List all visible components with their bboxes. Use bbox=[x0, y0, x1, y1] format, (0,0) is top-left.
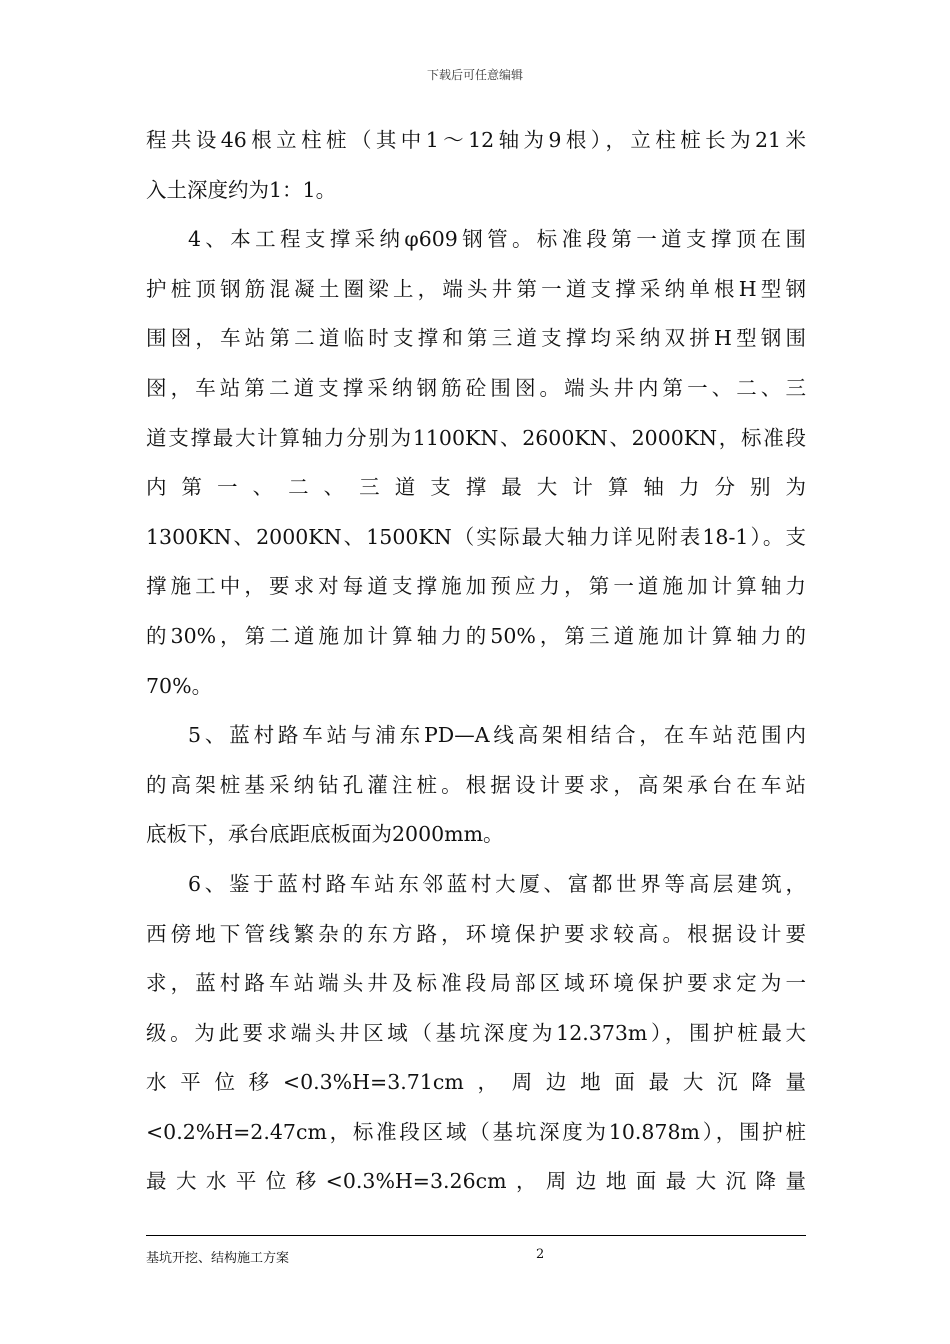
text-line: 水平位移<0.3%H=3.71cm，周边地面最大沉降量 bbox=[146, 1070, 806, 1095]
text-line: 70%。 bbox=[146, 673, 213, 698]
text-line: 程共设46根立柱桩（其中1～12轴为9根），立柱桩长为21米 bbox=[146, 128, 806, 152]
text-line: 围囹，车站第二道临时支撑和第三道支撑均采纳双拼H型钢围 bbox=[146, 326, 806, 351]
text-line: 底板下，承台底距底板面为2000mm。 bbox=[146, 822, 504, 847]
text-line: 囹，车站第二道支撑采纳钢筋砼围囹。端头井内第一、二、三 bbox=[146, 375, 806, 400]
text-line: 护桩顶钢筋混凝土圈梁上，端头井第一道支撑采纳单根H型钢 bbox=[146, 276, 806, 301]
text-line: 入土深度约为1：1。 bbox=[146, 177, 337, 202]
page-number: 2 bbox=[536, 1247, 545, 1262]
text-line: 5、蓝村路车站与浦东PD—A线高架相结合，在车站范围内 bbox=[188, 723, 806, 748]
body-text bbox=[146, 116, 806, 1207]
text-line: 撑施工中，要求对每道支撑施加预应力，第一道施加计算轴力 bbox=[146, 574, 806, 599]
header-note: 下载后可任意编辑 bbox=[426, 68, 523, 82]
text-line: 4、本工程支撑采纳φ609钢管。标准段第一道支撑顶在围 bbox=[188, 227, 806, 252]
footer-divider bbox=[146, 1235, 806, 1236]
text-line: 的30%，第二道施加计算轴力的50%，第三道施加计算轴力的 bbox=[146, 623, 806, 648]
text-line: 西傍地下管线繁杂的东方路，环境保护要求较高。根据设计要 bbox=[146, 921, 806, 946]
footer-title: 基坑开挖、结构施工方案 bbox=[146, 1251, 290, 1266]
text-line: 道支撑最大计算轴力分别为1100KN、2600KN、2000KN，标准段 bbox=[146, 425, 806, 450]
text-line: 内第一、二、三道支撑最大计算轴力分别为 bbox=[146, 475, 806, 500]
text-line: 6、鉴于蓝村路车站东邻蓝村大厦、富都世界等高层建筑， bbox=[188, 871, 806, 896]
text-line: 最大水平位移<0.3%H=3.26cm，周边地面最大沉降量 bbox=[146, 1169, 806, 1194]
text-line: 求，蓝村路车站端头井及标准段局部区域环境保护要求定为一 bbox=[146, 971, 806, 996]
text-line: 级。为此要求端头井区域（基坑深度为12.373m），围护桩最大 bbox=[146, 1020, 806, 1045]
text-line: 1300KN、2000KN、1500KN（实际最大轴力详见附表18-1）。支 bbox=[146, 524, 806, 549]
text-line: <0.2%H=2.47cm，标准段区域（基坑深度为10.878m），围护桩 bbox=[146, 1119, 806, 1144]
text-line: 的高架桩基采纳钻孔灌注桩。根据设计要求，高架承台在车站 bbox=[146, 772, 806, 797]
